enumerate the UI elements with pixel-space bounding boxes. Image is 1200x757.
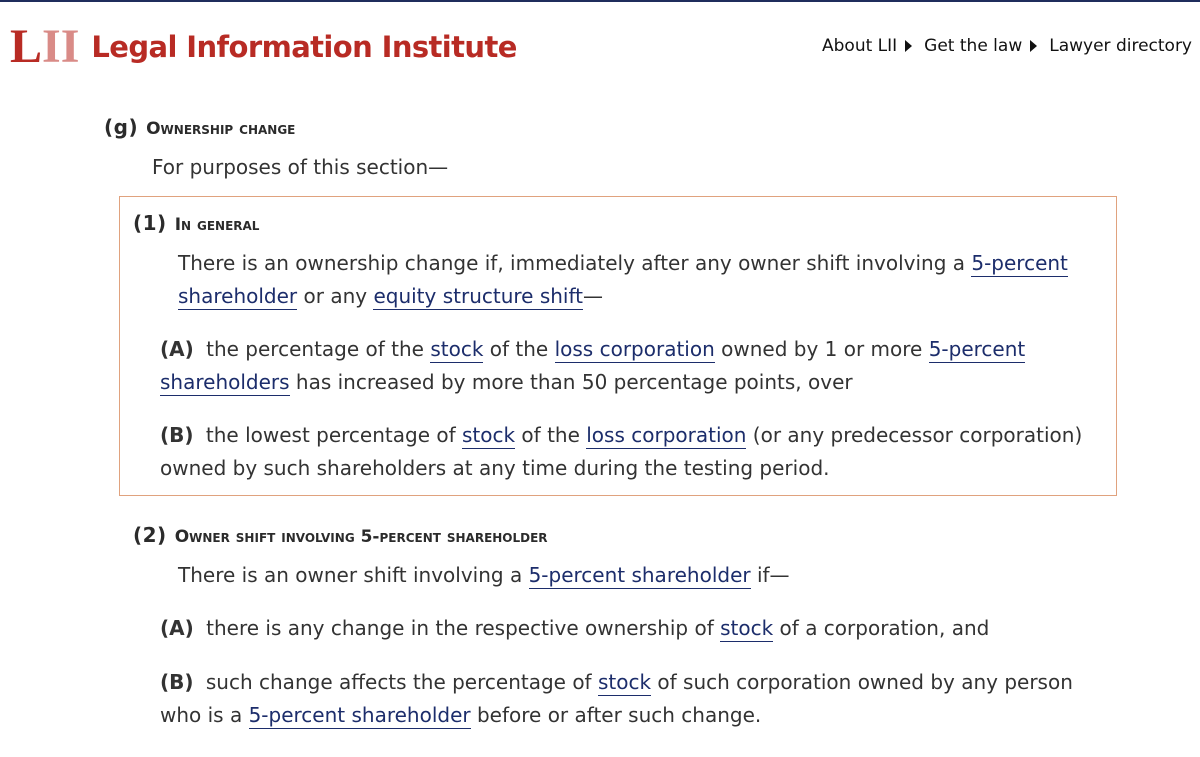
- subparagraph-label: (A): [160, 616, 194, 640]
- subparagraph-label: (A): [160, 337, 194, 361]
- link-stock[interactable]: stock: [430, 337, 484, 361]
- subparagraph-1b: [160, 419, 1110, 485]
- paragraph-title: In general: [174, 215, 260, 235]
- subparagraph-label: (B): [160, 670, 194, 694]
- paragraph-2-heading: [133, 523, 548, 547]
- text-run: of a corporation, and: [773, 616, 990, 640]
- paragraph-1-text: [178, 247, 1098, 313]
- link-stock[interactable]: stock: [720, 616, 774, 640]
- text-run: the lowest percentage of: [199, 423, 462, 447]
- top-nav: [822, 36, 1192, 56]
- triangle-right-icon: [1030, 40, 1037, 52]
- paragraph-number: (1): [133, 211, 167, 235]
- section-title: Ownership change: [146, 119, 296, 139]
- text-run: —: [583, 284, 604, 308]
- text-run: There is an ownership change if, immediately after any owner shift involving a: [178, 251, 972, 275]
- subparagraph-1a: [160, 333, 1080, 399]
- text-run: there is any change in the respective ownership of: [199, 616, 721, 640]
- triangle-right-icon: [905, 40, 912, 52]
- logo-mark-i1: I: [42, 20, 61, 73]
- text-run: such change affects the percentage of: [199, 670, 598, 694]
- link-5-percent-shareholder[interactable]: 5-percent shareholder: [528, 563, 751, 587]
- nav-get-the-law[interactable]: Get the law: [924, 36, 1023, 56]
- text-run: owned by 1 or more: [714, 337, 929, 361]
- logo-mark: [10, 20, 80, 73]
- text-run: (or any predecessor corporation) owned by such shareholders at any time during the testing period.: [160, 423, 1083, 480]
- subparagraph-2a: [160, 612, 1100, 645]
- subparagraph-2b: [160, 666, 1100, 732]
- section-g-heading: [104, 115, 295, 139]
- text-run: of the: [515, 423, 587, 447]
- text-run: has increased by more than 50 percentage points, over: [289, 370, 853, 394]
- text-run: the percentage of the: [199, 337, 431, 361]
- logo-mark-l: L: [10, 20, 43, 73]
- text-run: of the: [483, 337, 555, 361]
- link-stock[interactable]: stock: [462, 423, 516, 447]
- link-loss-corporation[interactable]: loss corporation: [554, 337, 715, 361]
- paragraph-2-text: [178, 559, 1098, 592]
- nav-lawyer-directory[interactable]: Lawyer directory: [1049, 36, 1192, 56]
- lii-logo[interactable]: [10, 22, 517, 72]
- text-run: or any: [297, 284, 374, 308]
- paragraph-1-heading: [133, 211, 259, 235]
- link-loss-corporation[interactable]: loss corporation: [586, 423, 747, 447]
- logo-text: Legal Information Institute: [91, 30, 517, 64]
- paragraph-title: Owner shift involving 5-percent shareholder: [174, 527, 548, 547]
- subparagraph-label: (B): [160, 423, 194, 447]
- link-5-percent-shareholder[interactable]: 5-percent shareholder: [248, 703, 471, 727]
- link-equity-structure-shift[interactable]: equity structure shift: [373, 284, 584, 308]
- text-run: There is an owner shift involving a: [178, 563, 529, 587]
- nav-about-lii[interactable]: About LII: [822, 36, 898, 56]
- link-5-percent-shareholder[interactable]: 5-percent shareholder: [178, 251, 1068, 308]
- text-run: if—: [750, 563, 790, 587]
- link-5-percent-shareholders[interactable]: 5-percent shareholders: [160, 337, 1026, 394]
- logo-mark-i2: I: [60, 20, 80, 73]
- paragraph-number: (2): [133, 523, 167, 547]
- text-run: before or after such change.: [470, 703, 762, 727]
- text-run: of such corporation owned by any person who is a: [160, 670, 1073, 727]
- section-number: (g): [104, 115, 139, 139]
- section-intro: For purposes of this section—: [152, 155, 449, 179]
- top-border: [0, 0, 1200, 2]
- link-stock[interactable]: stock: [597, 670, 652, 694]
